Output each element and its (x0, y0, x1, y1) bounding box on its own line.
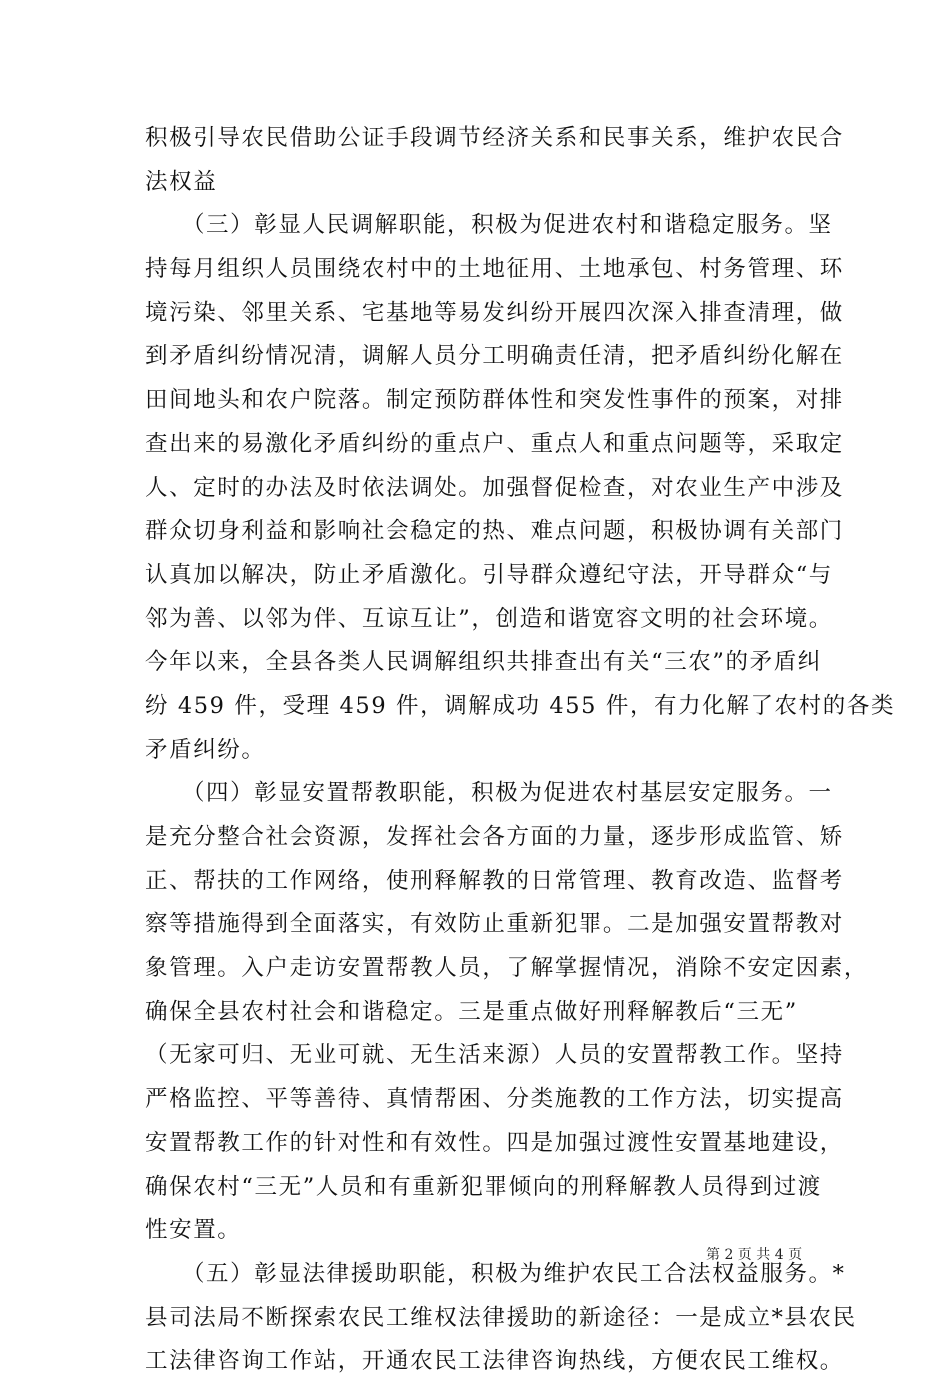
text-line: 严格监控、平等善待、真情帮困、分类施教的工作方法，切实提高 (145, 1086, 844, 1113)
text-line: 境污染、邻里关系、宅基地等易发纠纷开展四次深入排查清理，做 (145, 299, 844, 326)
text-line: 工法律咨询工作站，开通农民工法律咨询热线，方便农民工维权。 (145, 1348, 844, 1375)
text-line: 确保农村“三无”人员和有重新犯罪倾向的刑释解教人员得到过渡 (145, 1173, 822, 1200)
text-line: 是充分整合社会资源，发挥社会各方面的力量，逐步形成监管、矫 (145, 824, 844, 850)
text-line: 查出来的易激化矛盾纠纷的重点户、重点人和重点问题等，采取定 (145, 430, 844, 457)
text-line: 邻为善、以邻为伴、互谅互让”，创造和谐宽容文明的社会环境。 (145, 605, 833, 632)
text-line: 田间地头和农户院落。制定预防群体性和突发性事件的预案，对排 (145, 387, 844, 414)
text-line: 今年以来，全县各类人民调解组织共排查出有关“三农”的矛盾纠 (145, 649, 822, 676)
para-continuation (145, 117, 844, 204)
text-line: 人、定时的办法及时依法调处。加强督促检查，对农业生产中涉及 (145, 474, 844, 501)
text-line: 持每月组织人员围绕农村中的土地征用、土地承包、村务管理、环 (145, 256, 844, 283)
text-line: （五）彰显法律援助职能，积极为维护农民工合法权益服务。* (145, 1260, 846, 1287)
para-section-5 (145, 1253, 857, 1384)
text-line: （三）彰显人民调解职能，积极为促进农村和谐稳定服务。坚 (145, 212, 833, 239)
text-line: 确保全县农村社会和谐稳定。三是重点做好刑释解教后“三无” (145, 998, 798, 1025)
text-line: 矛盾纠纷。 (145, 736, 266, 763)
text-line: 法权益 (145, 168, 218, 195)
text-line: 积极引导农民借助公证手段调节经济关系和民事关系，维护农民合 (145, 125, 844, 151)
text-line: 性安置。 (145, 1217, 242, 1244)
text-line: 纷 459 件，受理 459 件，调解成功 455 件，有力化解了农村的各类 (145, 692, 896, 719)
text-line: 象管理。入户走访安置帮教人员，了解掌握情况，消除不安定因素， (145, 955, 869, 982)
document-body (145, 117, 896, 1384)
text-line: （四）彰显安置帮教职能，积极为促进农村基层安定服务。一 (145, 780, 833, 807)
text-line: 安置帮教工作的针对性和有效性。四是加强过渡性安置基地建设， (145, 1129, 844, 1156)
text-line: 察等措施得到全面落实，有效防止重新犯罪。二是加强安置帮教对 (145, 911, 844, 938)
text-line: （无家可归、无业可就、无生活来源）人员的安置帮教工作。坚持 (145, 1042, 844, 1069)
text-line: 正、帮扶的工作网络，使刑释解教的日常管理、教育改造、监督考 (145, 867, 844, 894)
text-line: 县司法局不断探索农民工维权法律援助的新途径：一是成立*县农民 (145, 1304, 857, 1331)
text-line: 群众切身利益和影响社会稳定的热、难点问题，积极协调有关部门 (145, 518, 844, 545)
text-line: 认真加以解决，防止矛盾激化。引导群众遵纪守法，开导群众“与 (145, 561, 833, 588)
para-section-3 (145, 204, 896, 772)
page-number-footer: 第 2 页 共 4 页 (706, 1247, 803, 1263)
para-section-4 (145, 772, 869, 1253)
text-line: 到矛盾纠纷情况清，调解人员分工明确责任清，把矛盾纠纷化解在 (145, 343, 844, 370)
